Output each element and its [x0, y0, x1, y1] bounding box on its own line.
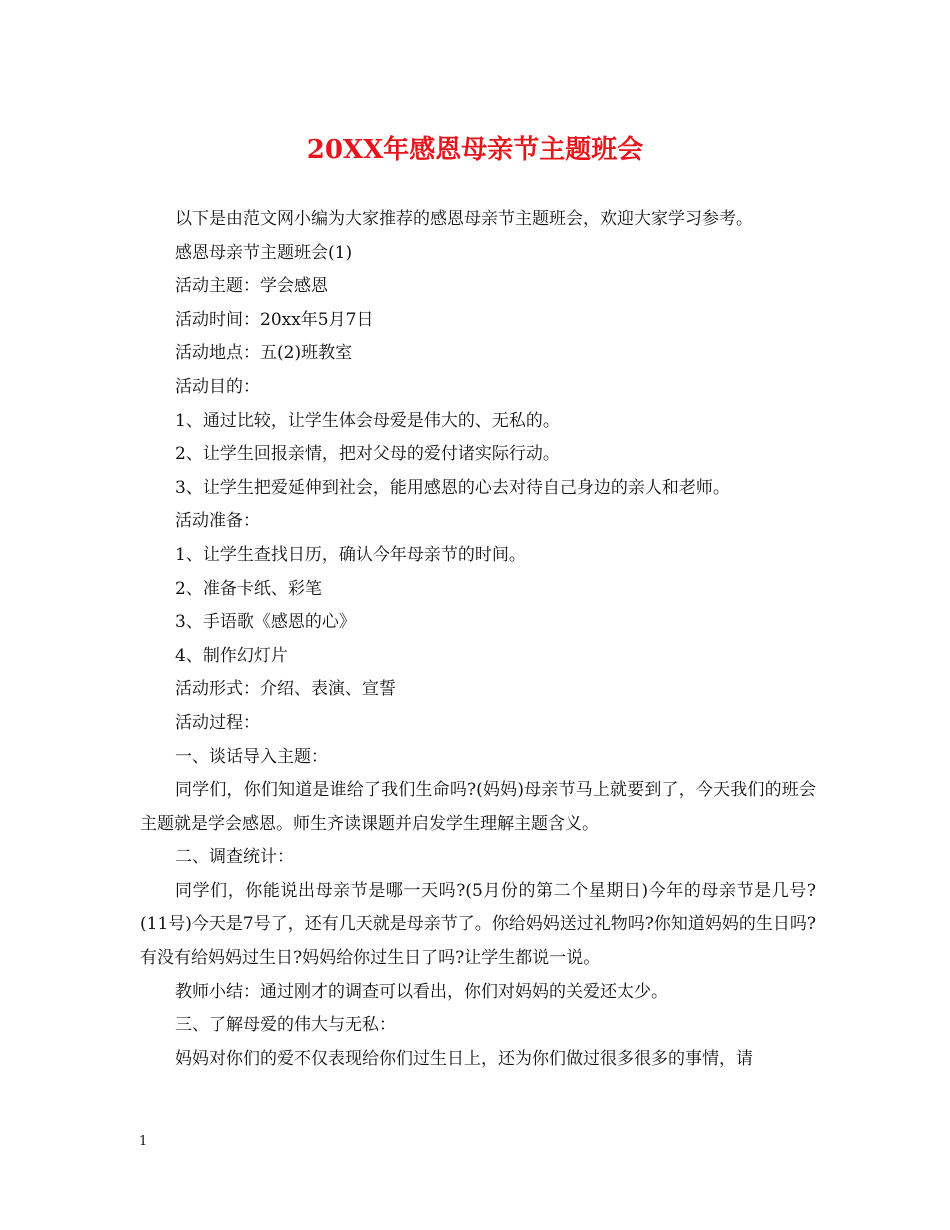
document-title: 20XX年感恩母亲节主题班会 — [306, 135, 644, 165]
preparation-heading: 活动准备： — [175, 511, 260, 532]
preparation-item: 1、让学生查找日历，确认今年母亲节的时间。 — [175, 544, 526, 565]
preparation-item: 2、准备卡纸、彩笔 — [175, 578, 322, 599]
activity-goals-heading: 活动目的： — [175, 376, 260, 397]
activity-format: 活动形式：介绍、表演、宣誓 — [175, 679, 396, 700]
preparation-item: 4、制作幻灯片 — [175, 645, 288, 666]
step-heading: 一、谈话导入主题： — [175, 746, 328, 767]
intro-line: 以下是由范文网小编为大家推荐的感恩母亲节主题班会，欢迎大家学习参考。 — [175, 209, 753, 229]
activity-place: 活动地点：五(2)班教室 — [175, 343, 353, 364]
paragraph: 妈妈对你们的爱不仅表现给你们过生日上，还为你们做过很多很多的事情，请 — [175, 1048, 753, 1069]
page-number: 1 — [139, 1134, 148, 1149]
preparation-item: 3、手语歌《感恩的心》 — [175, 612, 356, 633]
paragraph: 同学们，你能说出母亲节是哪一天吗?(5月份的第二个星期日)今年的母亲节是几号?(11号)今天是7号了，还有几天就是母亲节了。你给妈妈送过礼物吗?你知道妈妈的生日吗?有没有给妈妈过生日?妈妈给你过生日了吗?让学生都说一说。 — [140, 880, 816, 969]
section-title: 感恩母亲节主题班会(1) — [175, 242, 353, 263]
step-heading: 三、了解母爱的伟大与无私： — [175, 1015, 396, 1036]
goal-item: 1、通过比较，让学生体会母爱是伟大的、无私的。 — [175, 410, 560, 431]
activity-time: 活动时间：20xx年5月7日 — [175, 309, 374, 330]
goal-item: 3、让学生把爱延伸到社会，能用感恩的心去对待自己身边的亲人和老师。 — [175, 477, 730, 498]
goal-item: 2、让学生回报亲情，把对父母的爱付诸实际行动。 — [175, 444, 560, 465]
activity-theme: 活动主题：学会感恩 — [175, 276, 328, 297]
activity-process-heading: 活动过程： — [175, 712, 260, 733]
document-body — [140, 203, 816, 1076]
paragraph: 同学们，你们知道是谁给了我们生命吗?(妈妈)母亲节马上就要到了，今天我们的班会主题就是学会感恩。师生齐读课题并启发学生理解主题含义。 — [140, 780, 816, 834]
teacher-summary: 教师小结：通过刚才的调查可以看出，你们对妈妈的关爱还太少。 — [175, 981, 668, 1002]
step-heading: 二、调查统计： — [175, 847, 294, 868]
